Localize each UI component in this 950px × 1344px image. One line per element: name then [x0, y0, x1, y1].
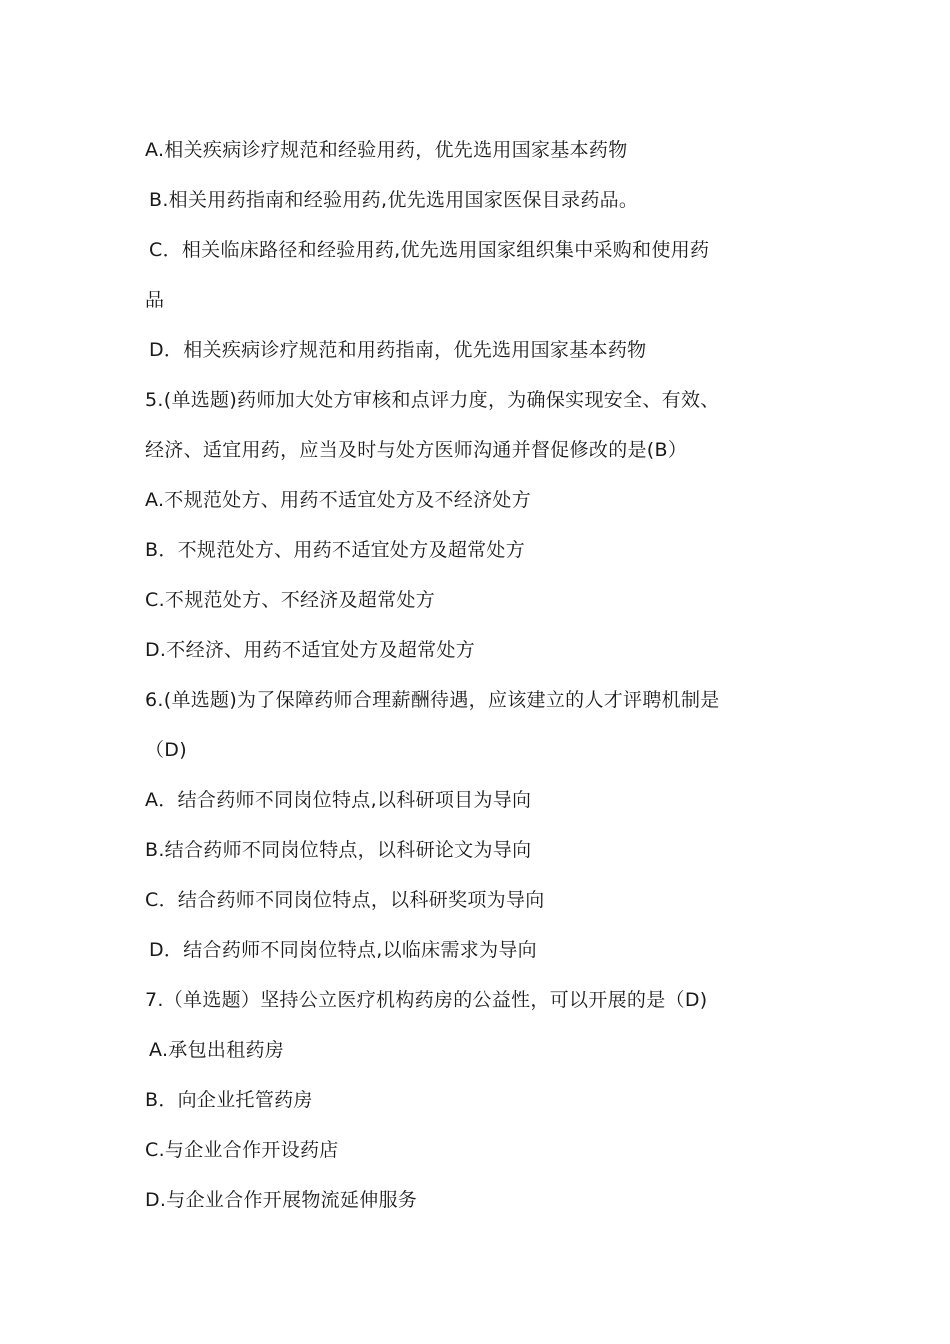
option-a-q7: A.承包出租药房 [149, 1039, 285, 1061]
option-d-q4: D．相关疾病诊疗规范和用药指南，优先选用国家基本药物 [149, 339, 647, 361]
question-5-continuation: 经济、适宜用药，应当及时与处方医师沟通并督促修改的是(B） [145, 439, 688, 461]
option-b-q6: B.结合药师不同岗位特点，以科研论文为导向 [145, 839, 532, 861]
option-c-q5: C.不规范处方、不经济及超常处方 [145, 589, 436, 611]
option-b-q4: B.相关用药指南和经验用药,优先选用国家医保目录药品。 [149, 189, 639, 211]
option-c-q7: C.与企业合作开设药店 [145, 1139, 339, 1161]
option-a-q5: A.不规范处方、用药不适宜处方及不经济处方 [145, 489, 532, 511]
question-6: 6.(单选题)为了保障药师合理薪酬待遇，应该建立的人才评聘机制是 [145, 689, 720, 711]
option-b-q7: B．向企业托管药房 [145, 1089, 313, 1111]
document-body [145, 132, 825, 1232]
option-b-q5: B．不规范处方、用药不适宜处方及超常处方 [145, 539, 526, 561]
question-5: 5.(单选题)药师加大处方审核和点评力度，为确保实现安全、有效、 [145, 389, 720, 411]
option-d-q6: D．结合药师不同岗位特点,以临床需求为导向 [149, 939, 537, 961]
option-c-q4: C．相关临床路径和经验用药,优先选用国家组织集中采购和使用药 [149, 239, 710, 261]
option-a-q6: A．结合药师不同岗位特点,以科研项目为导向 [145, 789, 532, 811]
option-d-q7: D.与企业合作开展物流延伸服务 [145, 1189, 418, 1211]
option-c-q6: C．结合药师不同岗位特点，以科研奖项为导向 [145, 889, 545, 911]
option-d-q5: D.不经济、用药不适宜处方及超常处方 [145, 639, 476, 661]
option-c-q4-continuation: 品 [145, 289, 165, 311]
question-6-continuation: （D) [145, 739, 187, 761]
option-a-q4: A.相关疾病诊疗规范和经验用药，优先选用国家基本药物 [145, 139, 628, 161]
question-7: 7.（单选题）坚持公立医疗机构药房的公益性，可以开展的是（D) [145, 989, 708, 1011]
